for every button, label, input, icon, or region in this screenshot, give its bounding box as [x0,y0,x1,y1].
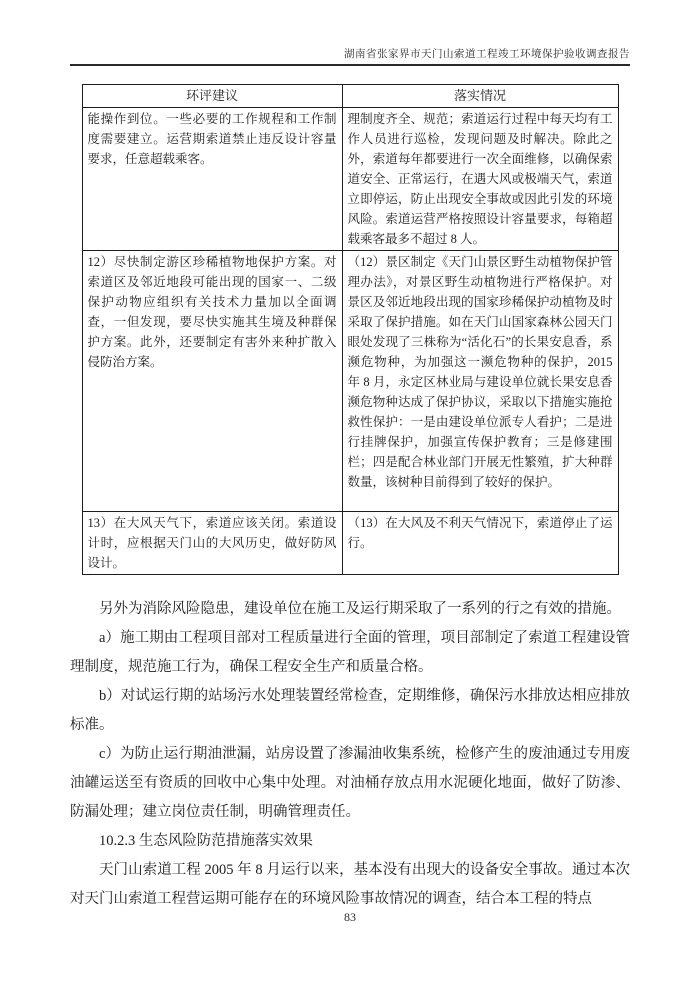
table-cell-implementation-13: （13）在大风及不利天气情况下，索道停止了运行。 [342,512,618,575]
table-row [82,512,618,575]
table-header-row [82,85,618,108]
paragraph-intro: 另外为消除风险隐患，建设单位在施工及运行期采取了一系列的行之有效的措施。 [99,601,621,617]
paragraph-a: a）施工期由工程项目部对工程质量进行全面的管理，项目部制定了索道工程建设管理制度，规范施工行为，确保工程安全生产和质量合格。 [70,630,630,675]
paragraph-b: b）对试运行期的站场污水处理装置经常检查，定期维修，确保污水排放达相应排放标准。 [70,688,630,733]
page-content [70,84,630,914]
table-row [82,251,618,512]
body-text [70,595,630,914]
table-cell-implementation-12: （12）景区制定《天门山景区野生动植物保护管理办法》，对景区野生动植物进行严格保护。对景区及邻近地段出现的国家珍稀保护动植物及时采取了保护措施。如在天门山国家森林公园天门眼处发现了三株称为“活化石”的长果安息香，系濒危物种，为加强这一濒危物种的保护，2015 年 8 月，永定区林业局与建设单位就长果安息香濒危物种达成了保护协议，采取以下措施实施抢救性保护：一是由建设单位派专人看护；二是进行挂牌保护，加强宣传保护教育；三是修建围栏；四是配合林业部门开展无性繁殖，扩大种群数量，该树种目前得到了较好的保护。 [342,251,618,512]
table-cell-suggestion-12: 12）尽快制定游区珍稀植物地保护方案。对索道区及邻近地段可能出现的国家一、二级保护动物应组织有关技术力量加以全面调查，一但发现，要尽快实施其生境及种群保护方案。此外，还要制定有害外来种扩散入侵防治方案。 [82,251,342,512]
table-header-eia-suggestion: 环评建议 [82,85,342,108]
table-cell-suggestion-13: 13）在大风天气下，索道应该关闭。索道设计时，应根据天门山的大风历史，做好防风设计。 [82,512,342,575]
table-cell-implementation-continued: 理制度齐全、规范；索道运行过程中每天均有工作人员进行巡检，发现问题及时解决。除此之外，索道每年都要进行一次全面维修，以确保索道安全、正常运行，在遇大风或极端天气，索道立即停运，防止出现安全事故或因此引发的环境风险。索道运营严格按照设计容量要求，每箱超载乘客最多不超过 8 人。 [342,108,618,251]
table-row [82,108,618,251]
table-cell-suggestion-continued: 能操作到位。一些必要的工作规程和工作制度需要建立。运营期索道禁止违反设计容量要求，任意超载乘客。 [82,108,342,251]
eia-implementation-table [82,84,619,575]
page-number: 83 [344,910,356,924]
section-heading-10-2-3: 10.2.3 生态风险防范措施落实效果 [99,833,313,849]
report-title: 湖南省张家界市天门山索道工程竣工环境保护验收调查报告 [344,49,630,60]
page-header [70,0,630,66]
table-header-implementation: 落实情况 [342,85,618,108]
paragraph-final: 天门山索道工程 2005 年 8 月运行以来，基本没有出现大的设备安全事故。通过本次对天门山索道工程营运期可能存在的环境风险事故情况的调查，结合本工程的特点 [70,862,630,907]
paragraph-c: c）为防止运行期油泄漏，站房设置了渗漏油收集系统，检修产生的废油通过专用废油罐运送至有资质的回收中心集中处理。对油桶存放点用水泥硬化地面，做好了防渗、防漏处理；建立岗位责任制，明确管理责任。 [70,746,630,820]
